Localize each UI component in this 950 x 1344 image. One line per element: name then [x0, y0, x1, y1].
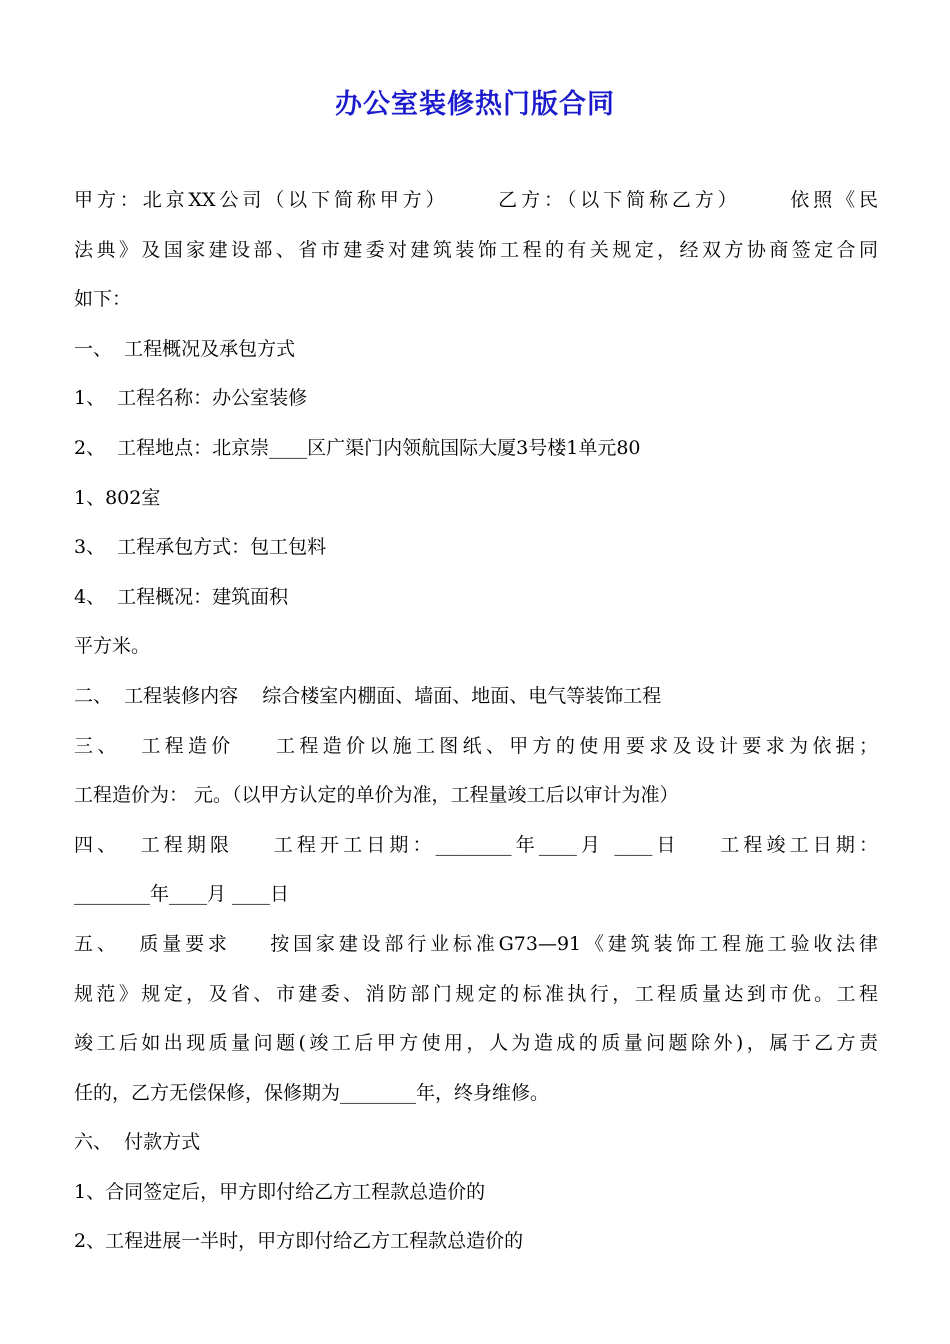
section-1-heading: 一、 工程概况及承包方式 [74, 337, 296, 360]
section-4-cont: ________年____月 ____日 [74, 883, 290, 906]
project-overview-line: 4、 工程概况：建筑面积 [74, 585, 289, 608]
document-body [74, 180, 878, 1271]
section-5-cont-2: 竣工后如出现质量问题(竣工后甲方使用，人为造成的质量问题除外)，属于乙方责 [74, 1032, 878, 1055]
contract-method-line: 3、 工程承包方式：包工包料 [74, 536, 327, 559]
section-5-cont-1: 规范》规定，及省、市建委、消防部门规定的标准执行，工程质量达到市优。工程 [74, 982, 878, 1005]
document-title: 办公室装修热门版合同 [335, 89, 615, 120]
body-line-3: 如下： [74, 288, 132, 311]
section-3-line: 三、 工程造价 工程造价以施工图纸、甲方的使用要求及设计要求为依据； [74, 734, 878, 757]
payment-item-1: 1、合同签定后，甲方即付给乙方工程款总造价的 [74, 1180, 486, 1203]
payment-item-2: 2、工程进展一半时，甲方即付给乙方工程款总造价的 [74, 1230, 524, 1253]
project-overview-cont: 平方米。 [74, 635, 151, 658]
section-5-line: 五、 质量要求 按国家建设部行业标准G73—91《建筑装饰工程施工验收法律 [74, 932, 878, 955]
project-name-line: 1、 工程名称：办公室装修 [74, 387, 308, 410]
project-location-line: 2、 工程地点：北京崇____区广渠门内领航国际大厦3号楼1单元80 [74, 436, 641, 459]
body-line-2: 法典》及国家建设部、省市建委对建筑装饰工程的有关规定，经双方协商签定合同 [74, 238, 878, 261]
section-5-cont-3: 任的，乙方无偿保修，保修期为________年，终身维修。 [74, 1081, 550, 1104]
body-line-1: 甲方：北京XX公司（以下简称甲方） 乙方：（以下简称乙方） 依照《民 [74, 189, 878, 211]
project-location-cont: 1、802室 [74, 486, 161, 509]
section-4-line: 四、 工程期限 工程开工日期：________年____月 ____日 工程竣工日期： [74, 833, 878, 856]
section-2-line: 二、 工程装修内容 综合楼室内棚面、墙面、地面、电气等装饰工程 [74, 684, 662, 707]
section-6-heading: 六、 付款方式 [74, 1131, 201, 1154]
section-3-cont: 工程造价为： 元。（以甲方认定的单价为准，工程量竣工后以审计为准） [74, 784, 679, 807]
